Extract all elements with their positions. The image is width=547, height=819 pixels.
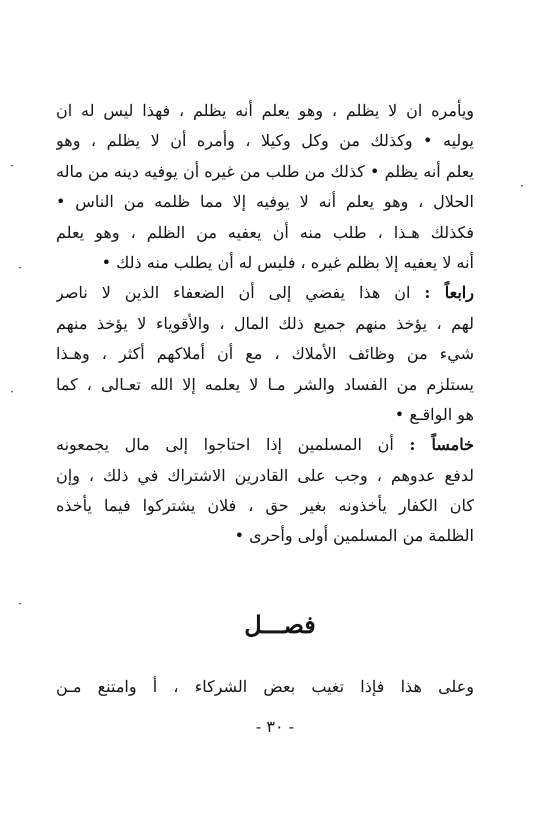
text-line: لهم ، يؤخذ منهم جميع ذلك المال ، والأقوياء لا يؤخذ منهم bbox=[56, 313, 474, 333]
page-number: - ٣٠ - bbox=[255, 717, 295, 736]
text-line: الحلال ، وهو يعلم أنه لا يوفيه إلا مما ظلمه من الناس • bbox=[56, 192, 474, 212]
paragraph-lead-fifth: خامساً : bbox=[409, 435, 474, 455]
paragraph-1 bbox=[56, 96, 474, 552]
text-line: يستلزم من الفساد والشر مـا لا يعلمه إلا الله تعـالى ، كما bbox=[56, 374, 474, 394]
paragraph-2-first-line bbox=[56, 278, 474, 308]
text-line: فكذلك هـذا ، طلب منه أن يعفيه من الظلم ، وهو يعلم bbox=[56, 222, 474, 242]
text-line: يعلم أنه يظلم • كذلك من طلب من غيره أن يوفيه دينه من ماله bbox=[56, 161, 474, 181]
text-line: هو الواقـع • bbox=[394, 404, 474, 424]
scan-speck: · bbox=[520, 179, 524, 193]
scan-speck: · bbox=[18, 597, 22, 611]
text-line: شيء من وظائف الأملاك ، مع أن أملاكهم أكثر ، وهـذا bbox=[56, 344, 474, 364]
closing-line: وعلى هذا فإذا تغيب بعض الشركاء ، أ وامتنع مـن bbox=[56, 677, 474, 696]
section-heading: فصـــل bbox=[244, 610, 316, 639]
text-line: لدفع عدوهم ، وجب على القادرين الاشتراك في ذلك ، وإن bbox=[56, 465, 474, 485]
text-line: يوليه • وكذلك من وكل وكيلا ، وأمره أن لا يظلم ، وهو bbox=[56, 131, 474, 151]
text-line: كان الكفار يأخذونه بغير حق ، فلان يشتركوا فيما يأخذه bbox=[56, 496, 474, 516]
scan-speck: · bbox=[10, 159, 14, 173]
scan-speck: · bbox=[10, 385, 14, 399]
text-line: الظلمة من المسلمين أولى وأحرى • bbox=[234, 526, 474, 546]
paragraph-3-first-line bbox=[56, 430, 474, 460]
text-line: أنه لا يعفيه إلا بظلم غيره ، فليس له أن يطلب منه ذلك • bbox=[101, 252, 474, 272]
text-span: ان هذا يفضي إلى أن الضعفاء الذين لا ناصر bbox=[56, 283, 411, 303]
text-span: أن المسلمين إذا احتاجوا إلى مال يجمعونه bbox=[56, 435, 394, 455]
scan-speck: · bbox=[18, 261, 22, 275]
paragraph-lead-fourth: رابعاً : bbox=[424, 283, 474, 303]
text-line: ويأمره ان لا يظلم ، وهو يعلم أنه يظلم ، فهذا ليس له ان bbox=[56, 101, 474, 120]
